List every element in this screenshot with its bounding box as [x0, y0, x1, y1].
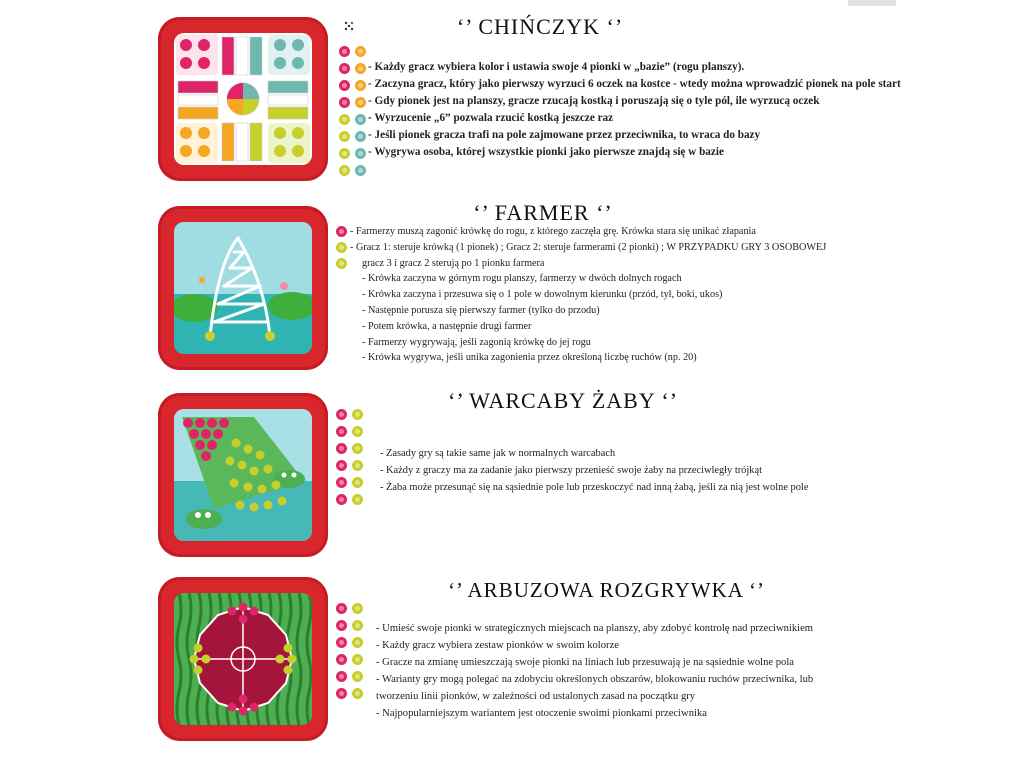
peg-magenta-icon	[336, 620, 347, 631]
peg-lime-icon	[336, 242, 347, 253]
peg-lime-icon	[339, 114, 350, 125]
section-title: ‘’ CHIŃCZYK ‘’	[456, 14, 624, 39]
peg-magenta-icon	[336, 426, 347, 437]
arbuzowa-board-image	[158, 577, 328, 741]
peg-magenta-icon	[336, 494, 347, 505]
peg-orange-icon	[355, 97, 366, 108]
peg-magenta-icon	[336, 443, 347, 454]
peg-magenta-icon	[336, 226, 347, 237]
warcaby-board-image	[158, 393, 328, 557]
chinczyk-board-image	[158, 17, 328, 181]
rule-item: - Gracze na zmianę umieszczają swoje pionki na liniach lub przesuwają je na sąsiednie wolne pola	[376, 657, 794, 668]
rule-item: - Umieść swoje pionki w strategicznych miejscach na planszy, aby zdobyć kontrolę nad przeciwnikiem	[376, 623, 814, 634]
rule-item: - Wyrzucenie „6” pozwala rzucić kostką jeszcze raz	[368, 112, 614, 124]
peg-magenta-icon	[336, 671, 347, 682]
peg-teal-icon	[355, 131, 366, 142]
rule-item: - Zaczyna gracz, który jako pierwszy wyrzuci 6 oczek na kostce - wtedy można wprowadzić pionek na pole start	[368, 78, 901, 90]
rule-item: - Jeśli pionek gracza trafi na pole zajmowane przez przeciwnika, to wraca do bazy	[368, 129, 761, 141]
peg-magenta-icon	[336, 637, 347, 648]
rule-item: - Farmerzy muszą zagonić krówkę do rogu, z którego zaczęła grę. Krówka stara się unikać złapania	[350, 226, 756, 237]
rule-item: - Następnie porusza się pierwszy farmer (tylko do przodu)	[362, 304, 600, 316]
rule-item: - Krówka zaczyna w górnym rogu planszy, farmerzy w dwóch dolnych rogach	[362, 273, 682, 285]
corner-tab	[848, 0, 896, 6]
peg-lime-icon	[336, 258, 347, 269]
rule-item: - Każdy gracz wybiera kolor i ustawia swoje 4 pionki w „bazie” (rogu planszy).	[368, 61, 745, 73]
peg-magenta-icon	[339, 63, 350, 74]
rule-item: gracz 3 i gracz 2 sterują po 1 pionku farmera	[362, 257, 545, 269]
rule-item: tworzeniu linii pionków, w zależności od ustalonych zasad na początku gry	[376, 691, 696, 702]
peg-magenta-icon	[336, 688, 347, 699]
rule-item: - Krówka zaczyna i przesuwa się o 1 pole w dowolnym kierunku (przód, tył, boki, ukos)	[362, 289, 723, 301]
rules-list	[376, 620, 813, 722]
peg-lime-icon	[352, 637, 363, 648]
peg-lime-icon	[352, 494, 363, 505]
peg-lime-icon	[352, 620, 363, 631]
peg-lime-icon	[352, 688, 363, 699]
rule-item: - Żaba może przesunąć się na sąsiednie pole lub przeskoczyć nad inną żabą, jeśli za nią jest wolne pole	[380, 482, 809, 493]
peg-magenta-icon	[336, 409, 347, 420]
peg-orange-icon	[355, 80, 366, 91]
peg-teal-icon	[355, 114, 366, 125]
peg-lime-icon	[339, 148, 350, 159]
peg-magenta-icon	[336, 603, 347, 614]
section-title: ‘’ WARCABY ŻABY ‘’	[448, 388, 679, 413]
peg-magenta-icon	[339, 97, 350, 108]
dice-icon	[343, 19, 355, 31]
peg-orange-icon	[355, 63, 366, 74]
rules-list	[350, 224, 826, 366]
rule-item: - Najpopularniejszym wariantem jest otoczenie swoimi pionkami przeciwnika	[376, 708, 707, 719]
peg-lime-icon	[352, 460, 363, 471]
rule-item: - Zasady gry są takie same jak w normalnych warcabach	[380, 448, 616, 459]
rule-item: - Potem krówka, a następnie drugi farmer	[362, 320, 532, 332]
peg-lime-icon	[339, 131, 350, 142]
peg-magenta-icon	[339, 80, 350, 91]
peg-teal-icon	[355, 165, 366, 176]
peg-lime-icon	[352, 443, 363, 454]
rule-item: - Warianty gry mogą polegać na zdobyciu określonych obszarów, blokowaniu ruchów przeciwnika, lub	[376, 674, 814, 685]
rule-item: - Gdy pionek jest na planszy, gracze rzucają kostką i poruszają się o tyle pól, ile wyrzucą oczek	[368, 95, 820, 107]
section-title: ‘’ ARBUZOWA ROZGRYWKA ‘’	[448, 578, 766, 602]
peg-lime-icon	[339, 165, 350, 176]
peg-orange-icon	[355, 46, 366, 57]
rule-item: - Krówka wygrywa, jeśli unika zagonienia przez określoną liczbę ruchów (np. 20)	[362, 352, 697, 364]
rules-list	[368, 59, 901, 161]
peg-magenta-icon	[336, 654, 347, 665]
rule-item: - Każdy z graczy ma za zadanie jako pierwszy przenieść swoje żaby na przeciwległy trójkąt	[380, 465, 762, 476]
rule-item: - Gracz 1: steruje krówką (1 pionek) ; Gracz 2: steruje farmerami (2 pionki) ; W PRZYPADKU GRY 3 OSOBOWEJ	[350, 241, 827, 253]
peg-lime-icon	[352, 603, 363, 614]
peg-lime-icon	[352, 477, 363, 488]
rule-item: - Farmerzy wygrywają, jeśli zagonią krówkę do jej rogu	[362, 336, 591, 348]
rule-item: - Każdy gracz wybiera zestaw pionków w swoim kolorze	[376, 640, 619, 651]
section-title: ‘’ FARMER ‘’	[473, 200, 613, 225]
peg-magenta-icon	[339, 46, 350, 57]
peg-lime-icon	[352, 409, 363, 420]
peg-teal-icon	[355, 148, 366, 159]
peg-lime-icon	[352, 654, 363, 665]
peg-magenta-icon	[336, 460, 347, 471]
rule-item: - Wygrywa osoba, której wszystkie pionki jako pierwsze znajdą się w bazie	[368, 146, 724, 158]
farmer-board-image	[158, 206, 328, 370]
peg-lime-icon	[352, 671, 363, 682]
rules-list	[380, 445, 808, 496]
peg-lime-icon	[352, 426, 363, 437]
peg-magenta-icon	[336, 477, 347, 488]
